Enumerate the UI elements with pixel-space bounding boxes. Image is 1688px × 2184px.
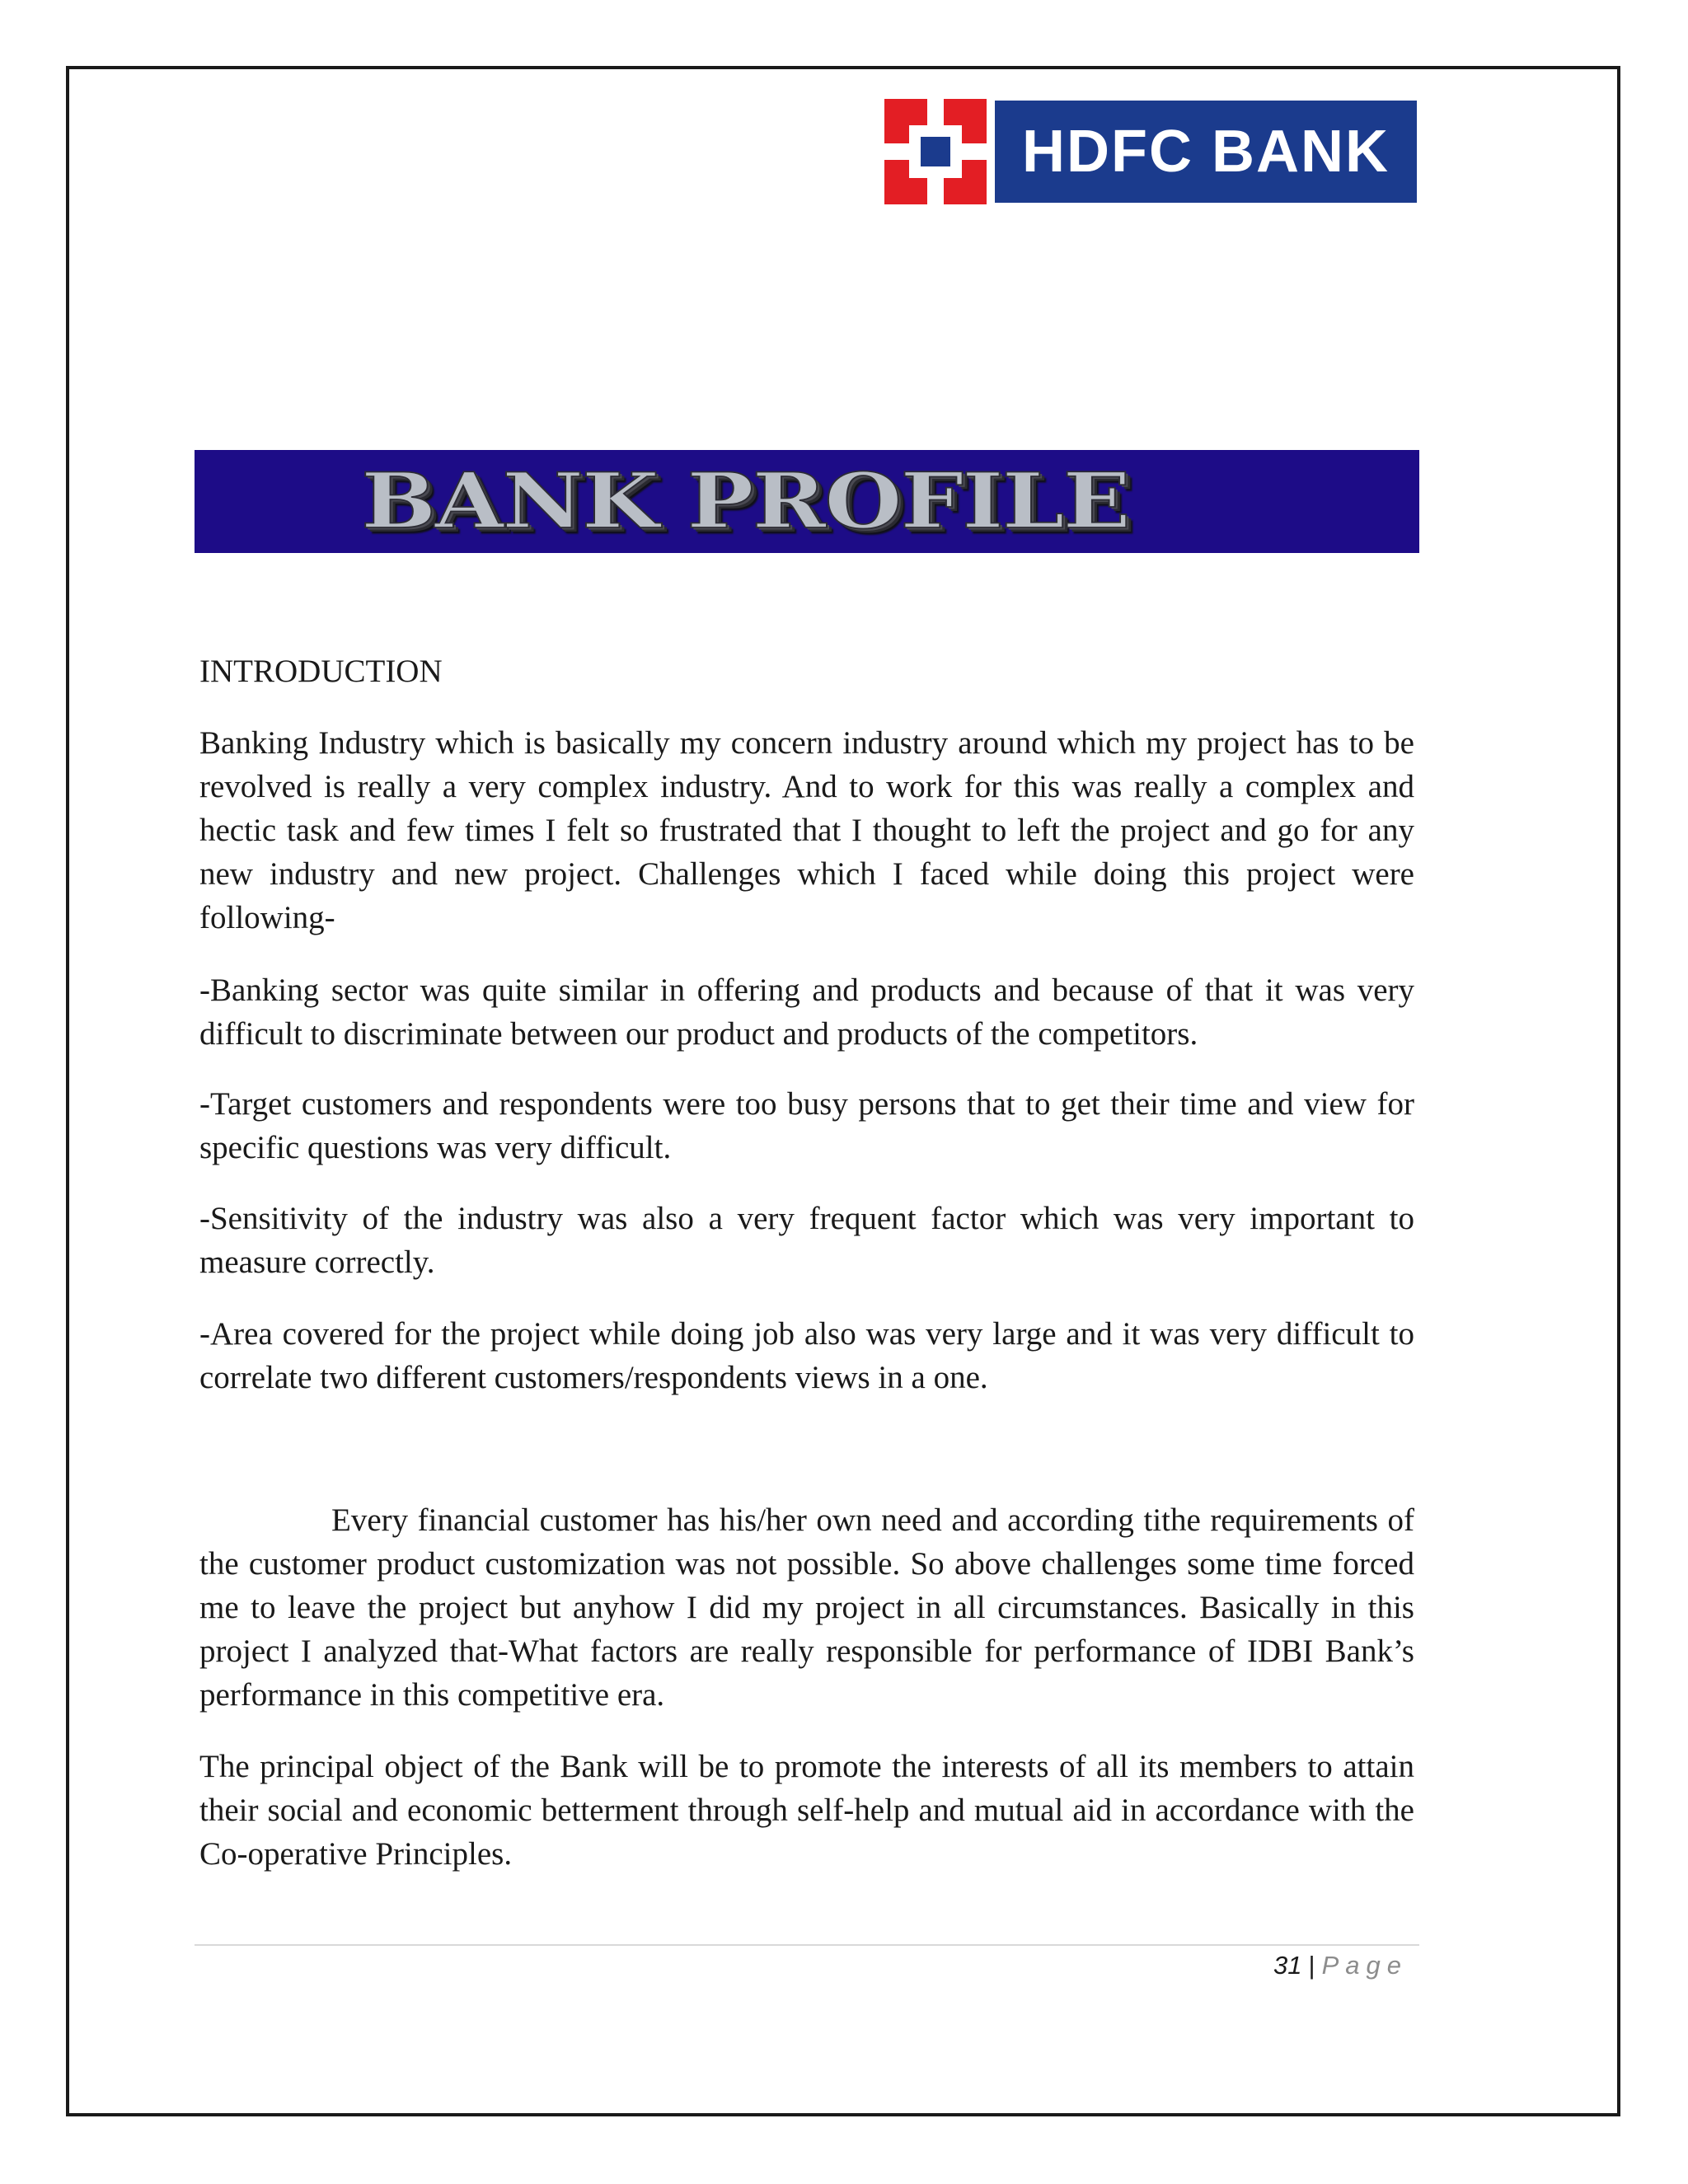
paragraph-customer-needs: Every financial customer has his/her own need and according tithe requirements of the customer product customization was not possible. So above challenges some time forced me to leave the project but anyhow I did my project in all circumstances. Basically in this project I analyzed that-What factors are really responsible for performance of IDBI Bank’s performance in this competitive era. (199, 1502, 1414, 1713)
paragraph-principal-object: The principal object of the Bank will be to promote the interests of all its members to attain their social and economic betterment through self-help and mutual aid in accordance with the Co-operative Principles. (199, 1749, 1414, 1872)
bank-profile-banner (195, 450, 1419, 553)
page-footer (1273, 1947, 1408, 1985)
paragraph-intro: Banking Industry which is basically my concern industry around which my project has to be revolved is really a very complex industry. And to work for this was really a complex and hectic task and few times I felt so frustrated that I thought to left the project and go for any new industry and new project. Challenges which I faced while doing this project were following- (199, 725, 1414, 935)
footer-separator: | (1308, 1951, 1315, 1980)
section-heading: INTRODUCTION (199, 654, 443, 689)
logo-wordmark: HDFC BANK (1022, 119, 1390, 185)
hdfc-bank-logo (884, 99, 1417, 204)
banner-title: BANK PROFILE (361, 456, 1129, 546)
paragraph-challenge-area-covered: -Area covered for the project while doing job also was very large and it was very difficult to correlate two different customers/respondents views in a one. (199, 1316, 1414, 1395)
page-label: Page (1321, 1951, 1408, 1980)
paragraph-challenge-busy-respondents: -Target customers and respondents were too busy persons that to get their time and view for specific questions was very difficult. (199, 1086, 1414, 1165)
hdfc-logo-graphic (884, 99, 1417, 204)
paragraph-challenge-similar-products: -Banking sector was quite similar in offering and products and because of that it was very difficult to discriminate between our product and products of the competitors. (199, 972, 1414, 1052)
page-number: 31 (1273, 1951, 1302, 1980)
paragraph-challenge-sensitivity: -Sensitivity of the industry was also a very frequent factor which was very important to measure correctly. (199, 1201, 1414, 1280)
footer-divider (195, 1944, 1419, 1946)
